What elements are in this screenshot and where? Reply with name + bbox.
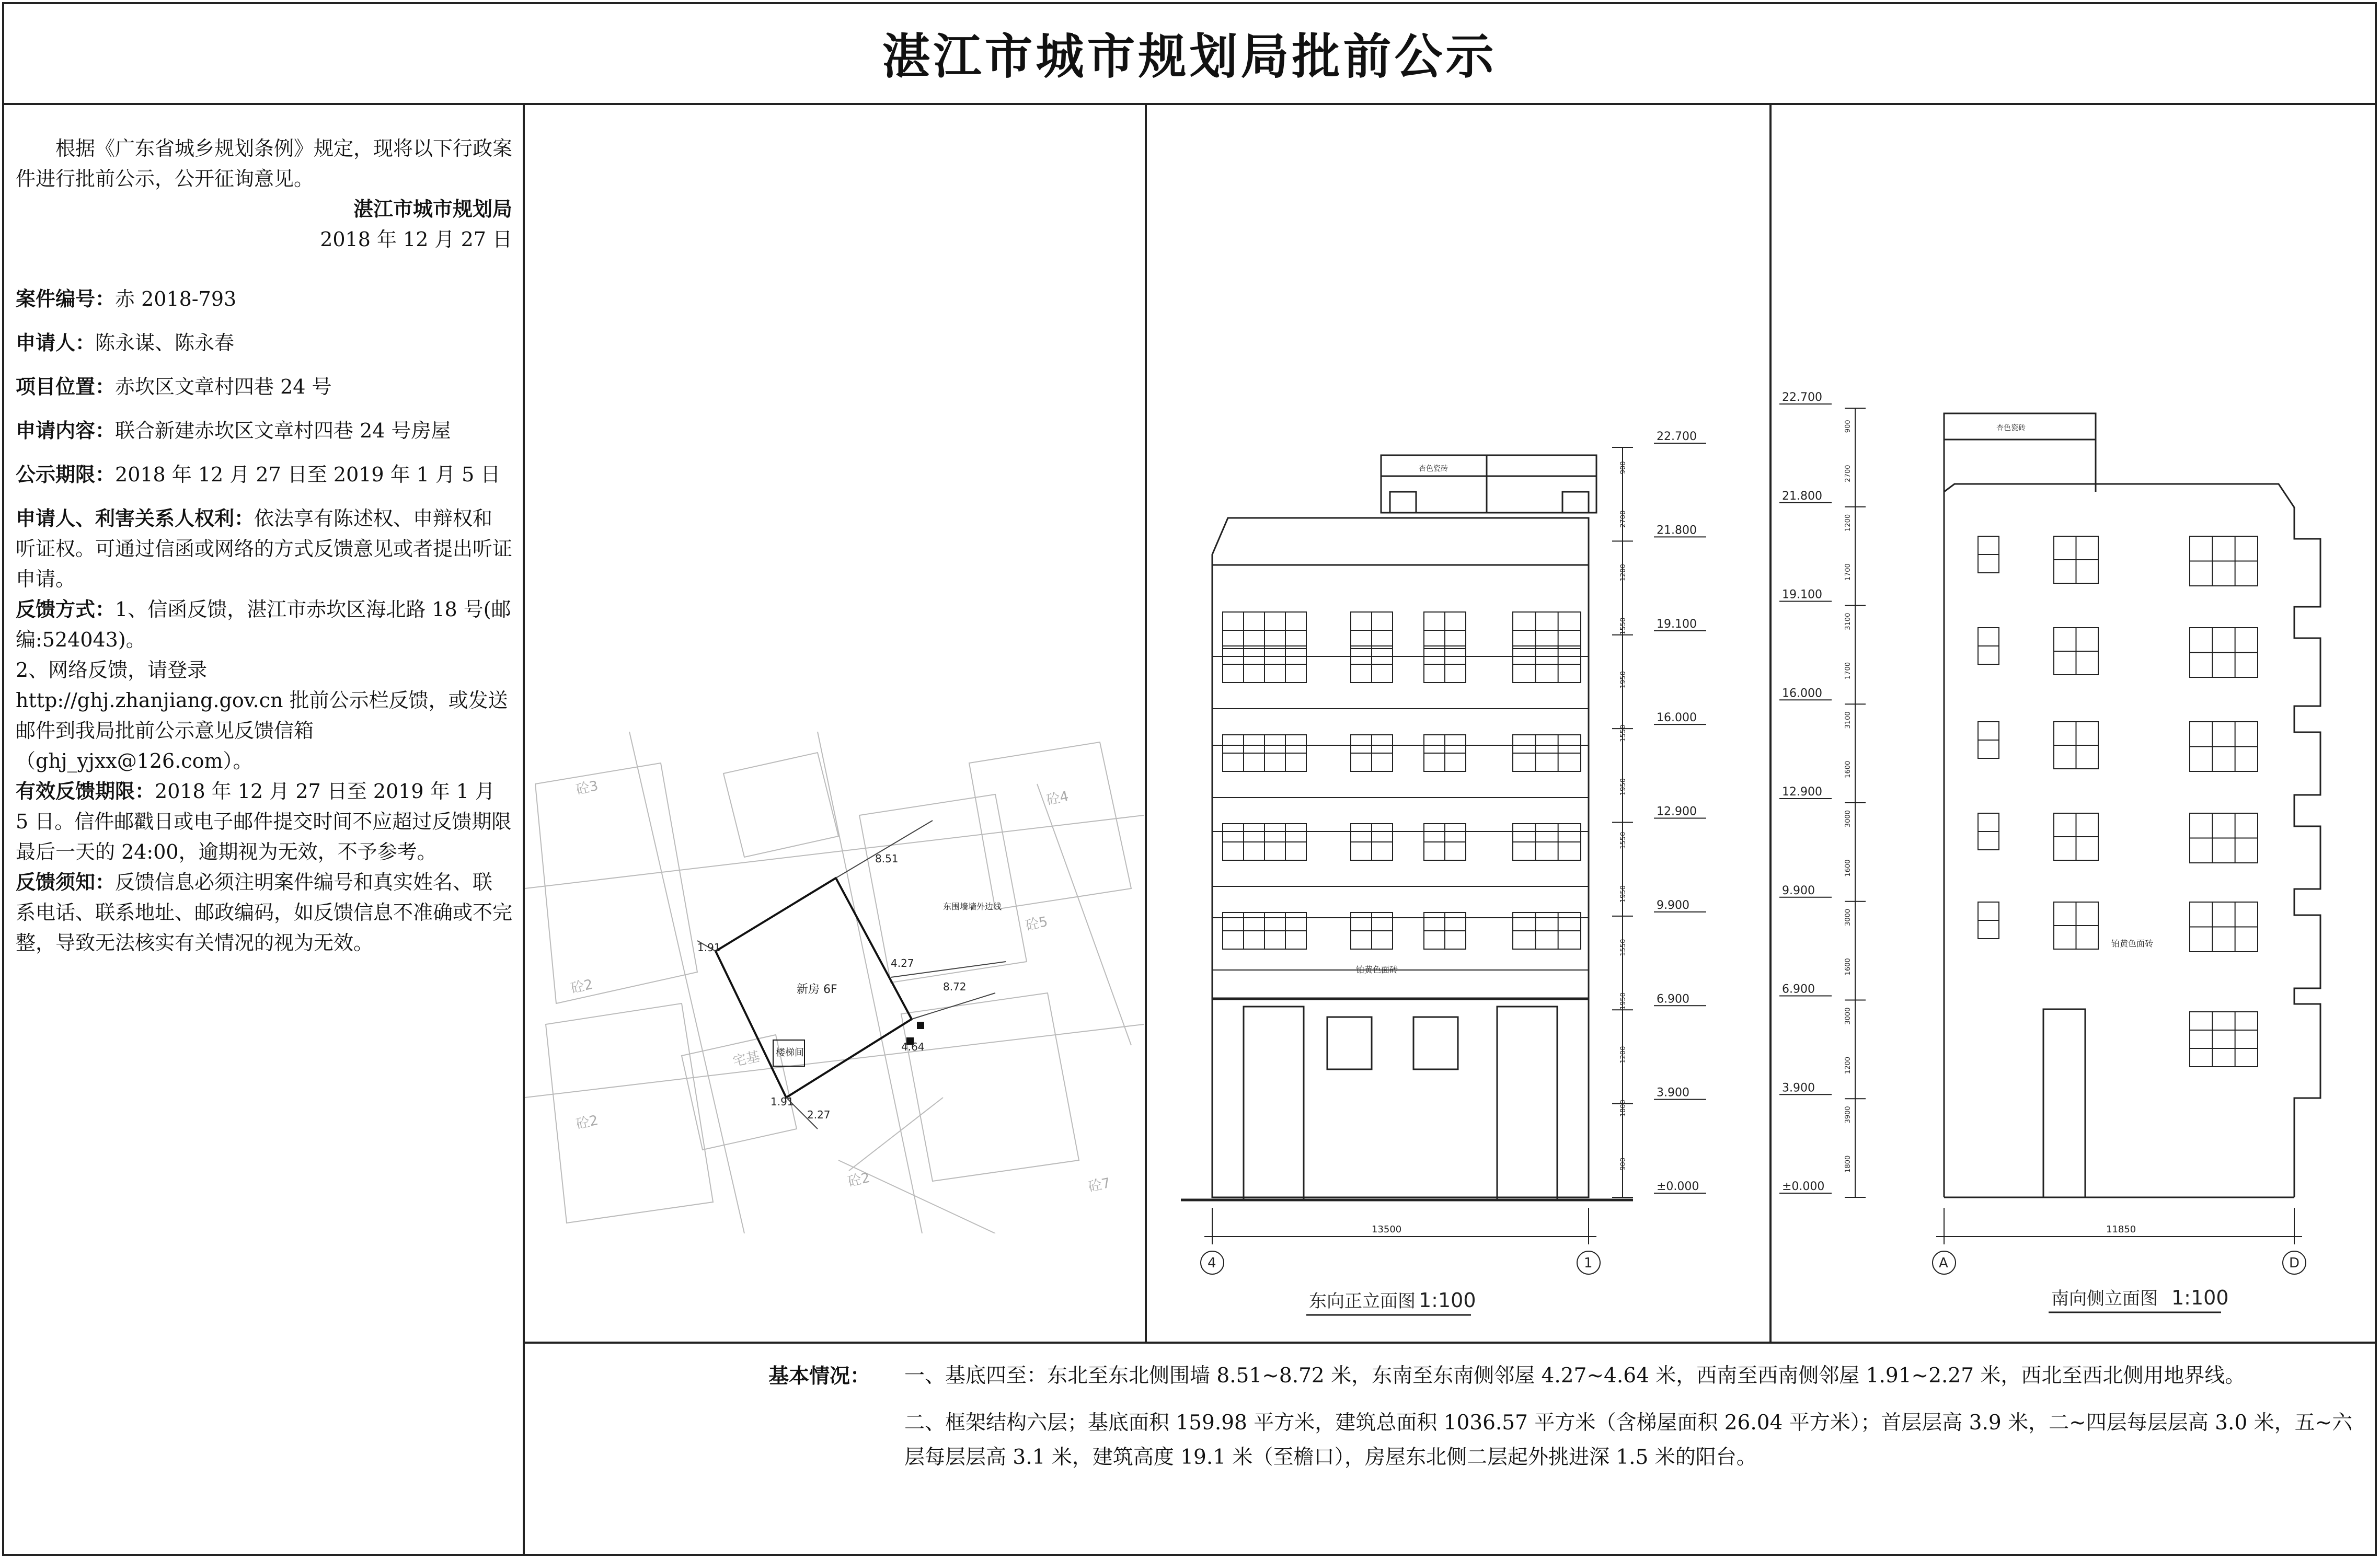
neighbor-label: 砼3 — [574, 778, 600, 798]
level-label: 16.000 — [1782, 687, 1822, 700]
south-axis-right: D — [2289, 1255, 2300, 1271]
segment-label: 1550 — [1619, 724, 1627, 742]
segment-label: 3000 — [1844, 810, 1852, 828]
level-label: 12.900 — [1782, 786, 1822, 799]
dim-nw: 1.91 — [697, 941, 721, 954]
south-window — [2190, 1012, 2258, 1067]
level-label: 3.900 — [1782, 1081, 1815, 1095]
dim-ne2: 8.72 — [943, 980, 967, 993]
notice-text-column — [16, 133, 512, 958]
basic-info-row-1 — [768, 1359, 2363, 1393]
level-label: ±0.000 — [1657, 1180, 1699, 1193]
boundary-label: 东围墙墙外边线 — [943, 902, 1002, 911]
segment-label: 1200 — [1844, 1056, 1852, 1075]
east-elevation — [1147, 105, 1769, 1342]
basic-info-line-1: 一、基底四至：东北至东北侧围墙 8.51~8.72 米，东南至东南侧邻屋 4.27~4.64 米，西南至西南侧邻屋 1.91~2.27 米，西北至西北侧用地界线。 — [904, 1364, 2246, 1388]
segment-label: 1200 — [1619, 564, 1627, 582]
east-axis-right: 1 — [1584, 1255, 1593, 1271]
segment-label: 1800 — [1619, 1100, 1627, 1117]
segment-label: 1950 — [1619, 778, 1627, 796]
segment-label: 1700 — [1844, 563, 1852, 581]
neighbor-label: 宅基 — [731, 1048, 762, 1070]
site-plan — [525, 732, 1144, 1233]
south-width-dim — [1933, 1208, 2306, 1274]
south-elevation-title: 南向侧立面图 — [2051, 1288, 2158, 1309]
applicant: 申请人：陈永谋、陈永春 — [16, 331, 235, 354]
neighbor-label: 砼4 — [1045, 788, 1071, 809]
level-label: 9.900 — [1782, 884, 1815, 897]
neighbor-label: 砼7 — [1087, 1175, 1112, 1195]
building-label: 新房 6F — [797, 983, 837, 996]
level-label: 3.900 — [1657, 1086, 1689, 1100]
east-floor-lines — [1212, 656, 1589, 970]
level-label: 21.800 — [1657, 524, 1697, 537]
level-label: 22.700 — [1782, 391, 1822, 404]
segment-label: 3100 — [1844, 613, 1852, 630]
segment-label: 1200 — [1619, 1046, 1627, 1064]
segment-label: 3900 — [1844, 1106, 1852, 1124]
south-roof-label: 杏色瓷砖 — [1996, 424, 2026, 432]
stakeholder-rights: 申请人、利害关系人权利：依法享有陈述权、申辩权和听证权。可通过信函或网络的方式反馈意见或者提出听证申请。 — [16, 506, 513, 591]
dim-ne: 8.51 — [875, 852, 899, 865]
feedback-deadline: 有效反馈期限：2018 年 12 月 27 日至 2019 年 1 月 5 日。信件邮戳日或电子邮件提交时间不应超过反馈期限最后一天的 24:00，逾期视为无效，不予参考。 — [16, 779, 512, 863]
segment-label: 1700 — [1844, 662, 1852, 680]
east-elevation-scale: 1:100 — [1419, 1289, 1476, 1312]
neighbor-label: 砼2 — [574, 1112, 600, 1133]
neighbor-label: 砼2 — [846, 1170, 872, 1190]
east-level-ruler — [1612, 443, 1706, 1197]
east-building-outline — [1181, 455, 1633, 1200]
dim-sw: 1.91 — [771, 1095, 794, 1108]
level-label: 6.900 — [1782, 983, 1815, 996]
segment-label: 1200 — [1844, 514, 1852, 532]
level-label: 19.100 — [1657, 617, 1697, 631]
intro-paragraph: 根据《广东省城乡规划条例》规定，现将以下行政案件进行批前公示，公开征询意见。 — [16, 137, 513, 190]
segment-label: 1550 — [1619, 617, 1627, 635]
segment-label: 1600 — [1844, 859, 1852, 877]
segment-label: 1800 — [1844, 1155, 1852, 1173]
east-wall-label: 铂黄色面砖 — [1356, 965, 1398, 975]
basic-info-label: 基本情况： — [768, 1364, 871, 1388]
feedback-notice: 反馈须知：反馈信息必须注明案件编号和真实姓名、联系电话、联系地址、邮政编码，如反馈信息不准确或不完整，导致无法核实有关情况的视为无效。 — [16, 870, 513, 954]
segment-label: 1550 — [1619, 832, 1627, 849]
segment-label: 900 — [1619, 461, 1627, 475]
segment-label: 2700 — [1619, 510, 1627, 528]
application-content: 申请内容：联合新建赤坎区文章村四巷 24 号房屋 — [16, 419, 451, 442]
dim-se: 4.27 — [891, 957, 914, 969]
north-marker — [917, 1022, 924, 1029]
east-windows — [1223, 612, 1581, 949]
segment-label: 3000 — [1844, 908, 1852, 926]
south-windows — [1978, 536, 2258, 1067]
south-level-ruler — [1779, 404, 1866, 1197]
segment-label: 1600 — [1844, 760, 1852, 778]
east-ground-floor — [1244, 1007, 1557, 1200]
segment-label: 1950 — [1619, 671, 1627, 689]
project-location: 项目位置：赤坎区文章村四巷 24 号 — [16, 375, 332, 398]
neighbor-label: 砼5 — [1024, 914, 1050, 934]
segment-label: 3100 — [1844, 711, 1852, 729]
south-elevation-scale: 1:100 — [2171, 1286, 2229, 1309]
south-width: 11850 — [2106, 1224, 2136, 1235]
basic-info-line-2: 二、框架结构六层；基底面积 159.98 平方米，建筑总面积 1036.57 平方米（含梯屋面积 26.04 平方米）；首层层高 3.9 米，二~四层每层层高 3.0 米，五~六层每层层高 3.1 米，建筑高度 19.1 米（至檐口），房屋东北侧二层起外挑进深 1.5 米的阳台。 — [904, 1411, 2353, 1469]
divider-bottom — [523, 1342, 2377, 1344]
feedback-online: 2、网络反馈，请登录 — [16, 659, 208, 682]
east-axis-left: 4 — [1208, 1255, 1216, 1271]
neighbor-label: 砼2 — [569, 976, 595, 997]
basic-info — [768, 1359, 2363, 1475]
east-roof-label: 杏色瓷砖 — [1419, 465, 1448, 473]
stair-label: 楼梯间 — [776, 1047, 804, 1058]
east-elevation-title: 东向正立面图 — [1309, 1291, 1416, 1312]
level-label: 19.100 — [1782, 588, 1822, 602]
level-label: 9.900 — [1657, 898, 1689, 912]
feedback-method: 反馈方式：1、信函反馈，湛江市赤坎区海北路 18 号(邮编:524043)。 — [16, 597, 511, 651]
dim-se2: 4.64 — [901, 1041, 925, 1053]
south-wall-label: 铂黄色面砖 — [2111, 939, 2154, 949]
segment-label: 1950 — [1619, 885, 1627, 903]
case-number: 案件编号：赤 2018-793 — [16, 287, 237, 310]
site-labels — [697, 852, 1002, 1121]
level-label: 16.000 — [1657, 711, 1697, 725]
segment-label: 900 — [1619, 1157, 1627, 1171]
site-dim-lines — [697, 821, 1006, 1129]
east-width-dim — [1201, 1208, 1600, 1274]
segment-label: 1600 — [1844, 958, 1852, 976]
level-label: 6.900 — [1657, 992, 1689, 1006]
segment-label: 3000 — [1844, 1007, 1852, 1025]
notice-date: 2018 年 12 月 27 日 — [320, 228, 512, 251]
publicity-period: 公示期限：2018 年 12 月 27 日至 2019 年 1 月 5 日 — [16, 463, 501, 486]
level-label: 12.900 — [1657, 805, 1697, 818]
segment-label: 1950 — [1619, 992, 1627, 1010]
east-width: 13500 — [1372, 1224, 1402, 1235]
south-axis-left: A — [1939, 1255, 1948, 1271]
feedback-url: http://ghj.zhanjiang.gov.cn 批前公示栏反馈，或发送邮件到我局批前公示意见反馈信箱（ghj_yjxx@126.com）。 — [16, 689, 508, 772]
south-elevation — [1772, 105, 2377, 1342]
segment-label: 1550 — [1619, 939, 1627, 956]
level-label: 22.700 — [1657, 430, 1697, 443]
segment-label: 2700 — [1844, 465, 1852, 482]
level-label: ±0.000 — [1782, 1180, 1825, 1193]
level-label: 21.800 — [1782, 489, 1822, 503]
segment-label: 900 — [1844, 420, 1852, 433]
south-building-outline — [1944, 413, 2320, 1197]
dim-sw2: 2.27 — [807, 1108, 831, 1121]
page-title: 湛江市城市规划局批前公示 — [2, 2, 2377, 105]
agency-name: 湛江市城市规划局 — [353, 197, 512, 221]
